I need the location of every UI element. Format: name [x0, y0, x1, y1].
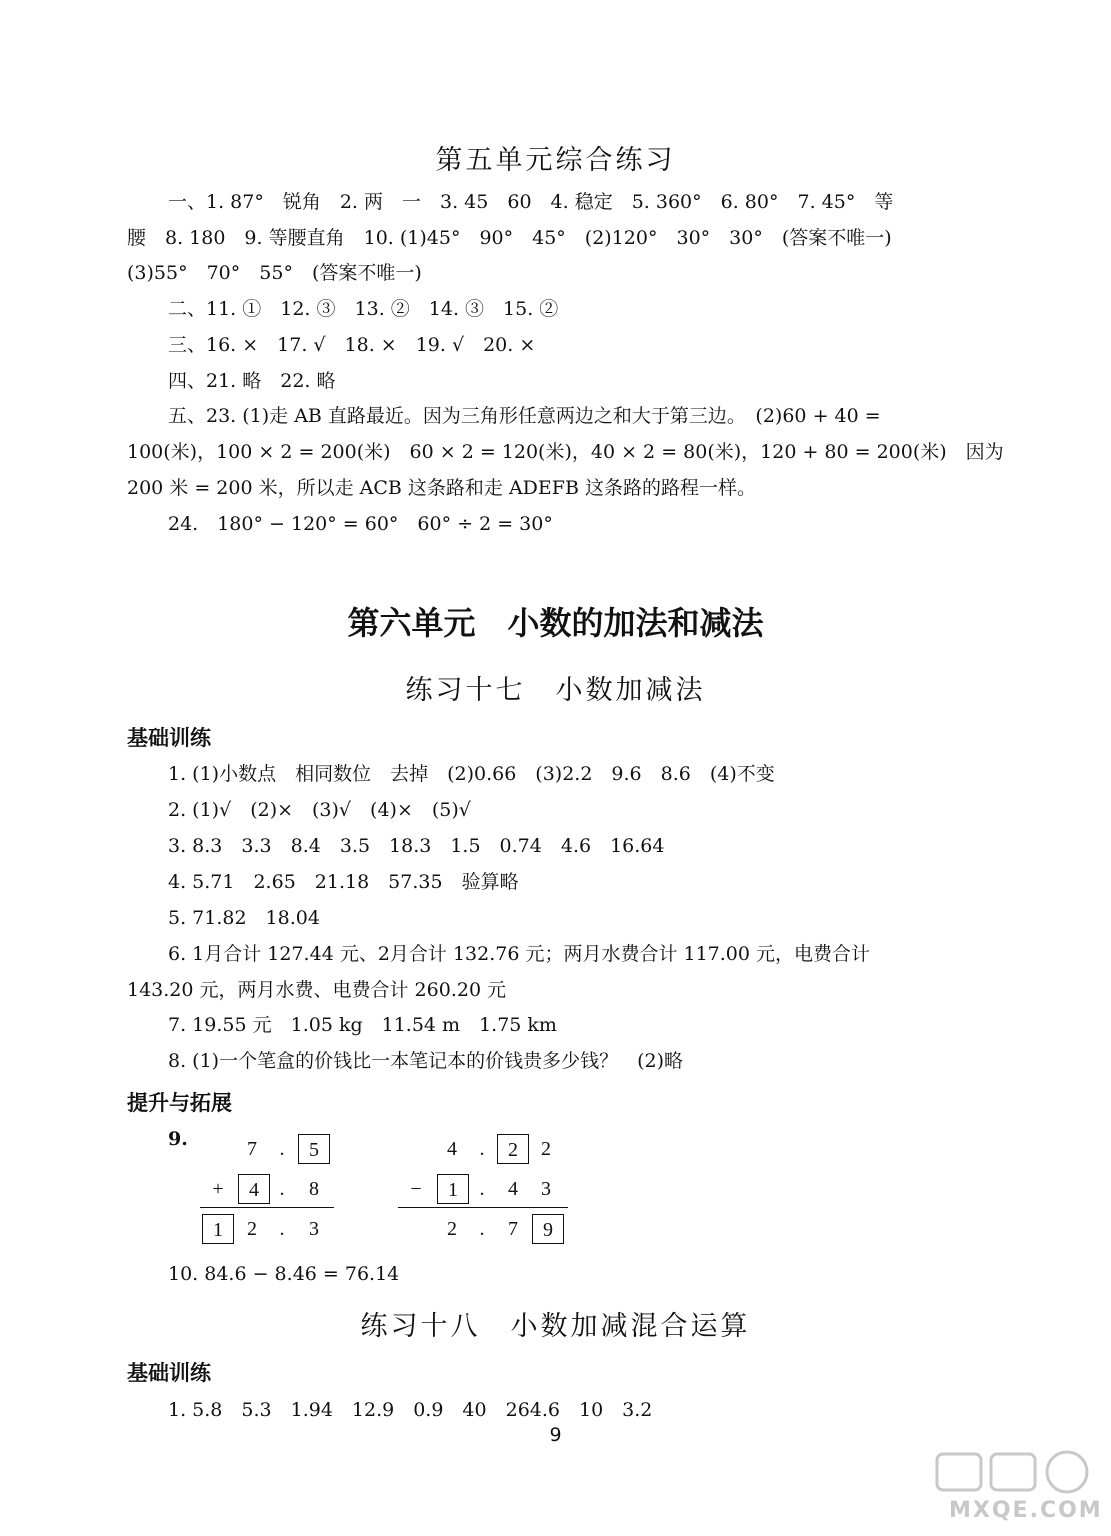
blank-box: 4	[238, 1174, 270, 1204]
plus-sign: +	[212, 1178, 224, 1200]
decimal-point: .	[479, 1138, 485, 1160]
ex18-basic-heading: 基础训练	[127, 1361, 211, 1385]
q10-line: 10. 84.6 − 8.46 = 76.14	[168, 1263, 400, 1285]
blank-box: 1	[202, 1214, 234, 1244]
digit: 4	[508, 1178, 518, 1200]
digit: 2	[447, 1218, 457, 1240]
unit5-title: 第五单元综合练习	[435, 145, 676, 176]
ex17-line-9: 8. (1)一个笔盒的价钱比一本笔记本的价钱贵多少钱？ (2)略	[168, 1050, 683, 1072]
ex17-line-1: 1. (1)小数点 相同数位 去掉 (2)0.66 (3)2.2 9.6 8.6 (4)不变	[168, 763, 775, 785]
q9-label: 9.	[168, 1128, 188, 1150]
digit: 7	[508, 1218, 518, 1240]
unit5-line-3: (3)55° 70° 55° (答案不唯一)	[127, 262, 422, 284]
digit: 2	[247, 1218, 257, 1240]
blank-box: 2	[497, 1134, 529, 1164]
ex17-line-5: 5. 71.82 18.04	[168, 907, 320, 929]
digit: 3	[309, 1218, 319, 1240]
unit5-line-2: 腰 8. 180 9. 等腰直角 10. (1)45° 90° 45° (2)120° 30° 30° (答案不唯一)	[127, 227, 892, 249]
decimal-point: .	[479, 1178, 485, 1200]
decimal-point: .	[279, 1138, 285, 1160]
ex17-line-2: 2. (1)√ (2)× (3)√ (4)× (5)√	[168, 799, 471, 821]
unit5-line-1: 一、1. 87° 锐角 2. 两 一 3. 45 60 4. 稳定 5. 360° 6. 80° 7. 45° 等	[168, 191, 894, 213]
decimal-point: .	[279, 1178, 285, 1200]
decimal-point: .	[479, 1218, 485, 1240]
unit5-line-5: 三、16. × 17. √ 18. × 19. √ 20. ×	[168, 334, 536, 356]
ex18-line-1: 1. 5.8 5.3 1.94 12.9 0.9 40 264.6 10 3.2	[168, 1399, 653, 1421]
blank-box: 5	[298, 1134, 330, 1164]
unit5-line-9: 200 米 = 200 米，所以走 ACB 这条路和走 ADEFB 这条路的路程一样。	[127, 477, 756, 499]
digit: 8	[309, 1178, 319, 1200]
blank-box: 1	[437, 1174, 469, 1204]
decimal-point: .	[279, 1218, 285, 1240]
sum-rule	[200, 1207, 334, 1208]
unit6-title: 第六单元 小数的加法和减法	[347, 604, 764, 642]
ex17-line-6: 6. 1月合计 127.44 元、2月合计 132.76 元；两月水费合计 117.00 元，电费合计	[168, 943, 871, 965]
digit: 7	[247, 1138, 257, 1160]
ex17-line-4: 4. 5.71 2.65 21.18 57.35 验算略	[168, 871, 519, 893]
watermark-text: MXQE.COM	[949, 1498, 1103, 1523]
blank-box: 9	[532, 1214, 564, 1244]
ex17-line-3: 3. 8.3 3.3 8.4 3.5 18.3 1.5 0.74 4.6 16.64	[168, 835, 665, 857]
ex17-ext-heading: 提升与拓展	[127, 1091, 232, 1115]
unit5-line-6: 四、21. 略 22. 略	[168, 370, 336, 392]
watermark-logo	[929, 1448, 1103, 1528]
ex17-line-8: 7. 19.55 元 1.05 kg 11.54 m 1.75 km	[168, 1014, 557, 1036]
page-number: 9	[549, 1424, 562, 1446]
unit5-line-4: 二、11. ① 12. ③ 13. ② 14. ③ 15. ②	[168, 298, 559, 320]
digit: 4	[447, 1138, 457, 1160]
difference-rule	[398, 1207, 568, 1208]
minus-sign: −	[410, 1178, 422, 1200]
digit: 2	[541, 1138, 551, 1160]
ex17-line-7: 143.20 元，两月水费、电费合计 260.20 元	[127, 979, 507, 1001]
unit5-line-8: 100(米)，100 × 2 = 200(米) 60 × 2 = 120(米)，40 × 2 = 80(米)，120 + 80 = 200(米) 因为	[127, 441, 1004, 463]
digit: 3	[541, 1178, 551, 1200]
ex17-basic-heading: 基础训练	[127, 726, 211, 750]
unit5-line-7: 五、23. (1)走 AB 直路最近。因为三角形任意两边之和大于第三边。 (2)60 + 40 =	[168, 405, 881, 427]
ex17-title: 练习十七 小数加减法	[405, 675, 706, 706]
unit5-line-10: 24. 180° − 120° = 60° 60° ÷ 2 = 30°	[168, 513, 553, 535]
ex18-title: 练习十八 小数加减混合运算	[360, 1311, 751, 1342]
